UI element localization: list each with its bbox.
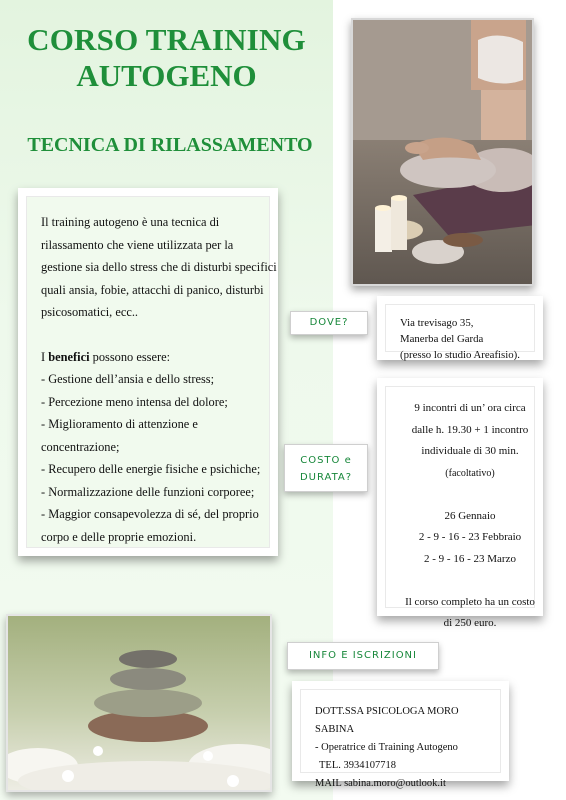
cost-tag-line-2: DURATA? — [299, 472, 353, 483]
title-line-2: AUTOGENO — [76, 58, 257, 93]
yoga-meditation-photo — [351, 18, 534, 286]
address-town: Manerba del Garda — [400, 333, 484, 345]
intro-paragraph: Il training autogeno è una tecnica di rilassamento che viene utilizzata per la gestione sia dello stress che di disturbi specifici quali ansia, fobie, attacchi di panico, disturbi psicosomatici, ecc.. — [41, 215, 277, 319]
schedule-date: 2 - 9 - 16 - 23 Febbraio — [418, 531, 522, 543]
contact-email: MAIL sabina.moro@outlook.it — [315, 778, 446, 789]
schedule-date: 2 - 9 - 16 - 23 Marzo — [424, 552, 516, 565]
contact-card — [292, 681, 509, 789]
cost-line: Il corso completo ha un costo — [405, 595, 535, 608]
info-tag: INFO E ISCRIZIONI — [287, 642, 439, 670]
stacked-stones-photo — [6, 614, 272, 792]
schedule-text — [396, 398, 544, 635]
benefits-prefix: I — [41, 349, 49, 364]
yoga-illustration — [353, 20, 534, 286]
benefits-suffix: possono essere: — [89, 349, 171, 364]
subtitle: TECNICA DI RILASSAMENTO — [27, 134, 313, 156]
schedule-card-inner — [385, 386, 535, 629]
contact-text — [315, 703, 500, 793]
benefit-item: - Miglioramento di attenzione e concentrazione; — [41, 417, 198, 454]
description-card — [18, 188, 278, 556]
schedule-card — [377, 378, 543, 629]
schedule-line: 9 incontri di un’ ora circa — [414, 402, 526, 414]
contact-card-inner — [300, 689, 501, 789]
description-text — [41, 211, 277, 548]
stones-illustration — [8, 616, 272, 792]
address-text — [400, 315, 520, 363]
contact-phone: TEL. 3934107718 — [319, 760, 396, 771]
benefits-bold: benefici — [48, 349, 90, 364]
cost-duration-tag — [284, 444, 368, 492]
benefit-item: - Normalizzazione delle funzioni corporee; — [41, 484, 255, 499]
benefit-item: - Gestione dell’ansia e dello stress; — [41, 372, 215, 386]
cost-tag-line-1: COSTO e — [300, 455, 352, 466]
where-tag: DOVE? — [290, 311, 368, 335]
schedule-line: dalle h. 19.30 + 1 incontro — [411, 423, 529, 436]
benefit-item: - Percezione meno intensa del dolore; — [41, 394, 228, 409]
contact-role: - Operatrice di Training Autogeno — [315, 742, 458, 753]
address-street: Via trevisago 35, — [400, 317, 474, 329]
benefit-item: - Maggior consapevolezza di sé, del proprio corpo e delle proprie emozioni. — [41, 507, 259, 544]
where-card-inner — [385, 304, 535, 361]
cost-line: di 250 euro. — [443, 617, 497, 629]
benefits-heading — [41, 346, 277, 369]
benefit-item: - Recupero delle energie fisiche e psichiche; — [41, 462, 261, 476]
where-card — [377, 296, 543, 360]
schedule-line: individuale di 30 min. — [421, 445, 519, 457]
description-card-inner — [26, 196, 277, 548]
schedule-optional: (facoltativo) — [445, 467, 495, 479]
title-line-1: CORSO TRAINING — [27, 22, 306, 57]
address-studio: (presso lo studio Areafisio). — [400, 349, 520, 361]
schedule-date: 26 Gennaio — [444, 509, 496, 522]
contact-name: DOTT.SSA PSICOLOGA MORO SABINA — [315, 706, 459, 735]
